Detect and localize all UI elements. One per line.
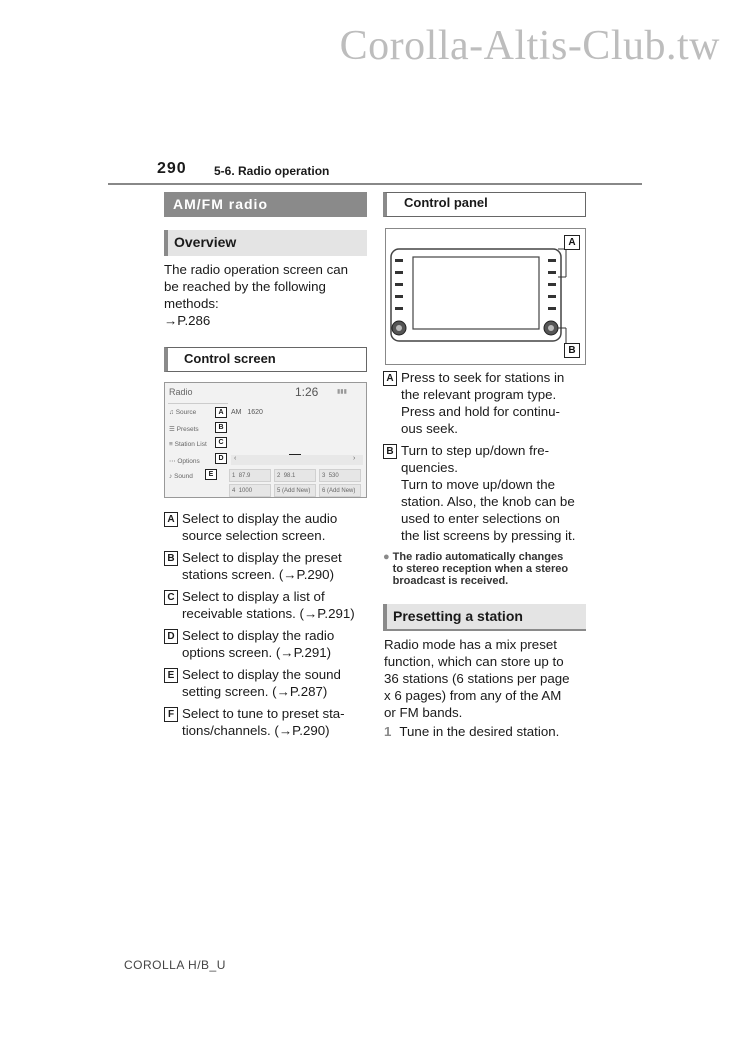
step-text: Tune in the desired station. — [399, 724, 560, 739]
speaker-icon: ♪ — [169, 473, 173, 480]
callout-b: B — [215, 422, 227, 433]
watermark: Corolla-Altis-Club.tw — [339, 23, 720, 69]
callout-a: A — [215, 407, 227, 418]
next-page-icon: › — [353, 455, 356, 462]
bullet-icon: ● — [383, 551, 390, 563]
header-divider — [108, 183, 642, 185]
menu-presets: ☰ Presets — [169, 426, 199, 433]
item-label: A — [164, 512, 178, 527]
music-icon: ♫ — [169, 409, 174, 416]
preset-cell: 4 1000 — [229, 484, 271, 497]
menu-station-list: ≡ Station List — [169, 441, 207, 448]
step-number: 1 — [384, 724, 392, 739]
presets-icon: ☰ — [169, 426, 175, 433]
list-icon: ≡ — [169, 441, 173, 448]
item-label: B — [164, 551, 178, 566]
step-1 — [384, 723, 589, 740]
options-icon: ⋯ — [169, 458, 176, 465]
screen-title: Radio — [169, 387, 193, 397]
control-panel-items — [383, 369, 593, 544]
callout-d: D — [215, 453, 227, 464]
overview-text: The radio operation screen can be reached by the following methods: →P.286 — [164, 262, 349, 328]
chapter-banner: AM/FM radio — [164, 192, 367, 217]
station-readout: AM 1620 — [231, 409, 263, 416]
control-screen-items — [164, 510, 369, 739]
stereo-note: ● The radio automatically changes to stereo reception when a stereo broadcast is received. — [383, 551, 569, 587]
screen-time: 1:26 — [295, 385, 319, 399]
presetting-heading: Presetting a station — [383, 604, 586, 631]
section-title: 5-6. Radio operation — [214, 164, 330, 178]
list-item: B Turn to step up/down fre- quencies. Turn to move up/down the station. Also, the knob can be used to enter selections on the list screens by pressing it. — [383, 442, 593, 544]
list-item: C Select to display a list of receivable stations. (→P.291) — [164, 588, 369, 622]
list-item: B Select to display the preset stations screen. (→P.290) — [164, 549, 369, 583]
list-item: D Select to display the radio options screen. (→P.291) — [164, 627, 369, 661]
item-label: C — [164, 590, 178, 605]
item-label: E — [164, 668, 178, 683]
menu-options: ⋯ Options — [169, 458, 200, 465]
item-label: A — [383, 371, 397, 386]
signal-icon: ▮▮▮ — [337, 389, 347, 395]
menu-sound: ♪ Sound — [169, 473, 193, 480]
panel-callout-b: B — [564, 343, 580, 358]
prev-page-icon: ‹ — [234, 455, 237, 462]
preset-page-bar — [231, 455, 363, 465]
control-screen-heading: Control screen — [164, 347, 367, 372]
list-item: A Press to seek for stations in the relevant program type. Press and hold for continu- ous seek. — [383, 369, 593, 437]
panel-callout-a: A — [564, 235, 580, 250]
control-panel-illustration — [385, 228, 586, 365]
preset-cell: 1 87.9 — [229, 469, 271, 482]
list-item: E Select to display the sound setting screen. (→P.287) — [164, 666, 369, 700]
head-unit-drawing — [386, 229, 585, 364]
item-label: D — [164, 629, 178, 644]
control-panel-heading: Control panel — [383, 192, 586, 217]
preset-cell: 2 98.1 — [274, 469, 316, 482]
callout-c: C — [215, 437, 227, 448]
menu-source: ♫ Source — [169, 409, 197, 416]
screen-divider — [168, 403, 228, 404]
radio-screen-illustration — [164, 382, 367, 498]
overview-heading: Overview — [164, 230, 367, 256]
footer-model: COROLLA H/B_U — [124, 958, 226, 972]
preset-cell: 3 530 — [319, 469, 361, 482]
preset-cell: 6 (Add New) — [319, 484, 361, 497]
item-label: F — [164, 707, 178, 722]
item-label: B — [383, 444, 397, 459]
callout-e: E — [205, 469, 217, 480]
list-item: F Select to tune to preset sta- tions/channels. (→P.290) — [164, 705, 369, 739]
page-number: 290 — [157, 160, 187, 177]
list-item: A Select to display the audio source selection screen. — [164, 510, 369, 544]
presetting-text: Radio mode has a mix preset function, which can store up to 36 stations (6 stations per page x 6 pages) from any of the AM or FM bands. — [384, 637, 570, 720]
preset-cell: 5 (Add New) — [274, 484, 316, 497]
